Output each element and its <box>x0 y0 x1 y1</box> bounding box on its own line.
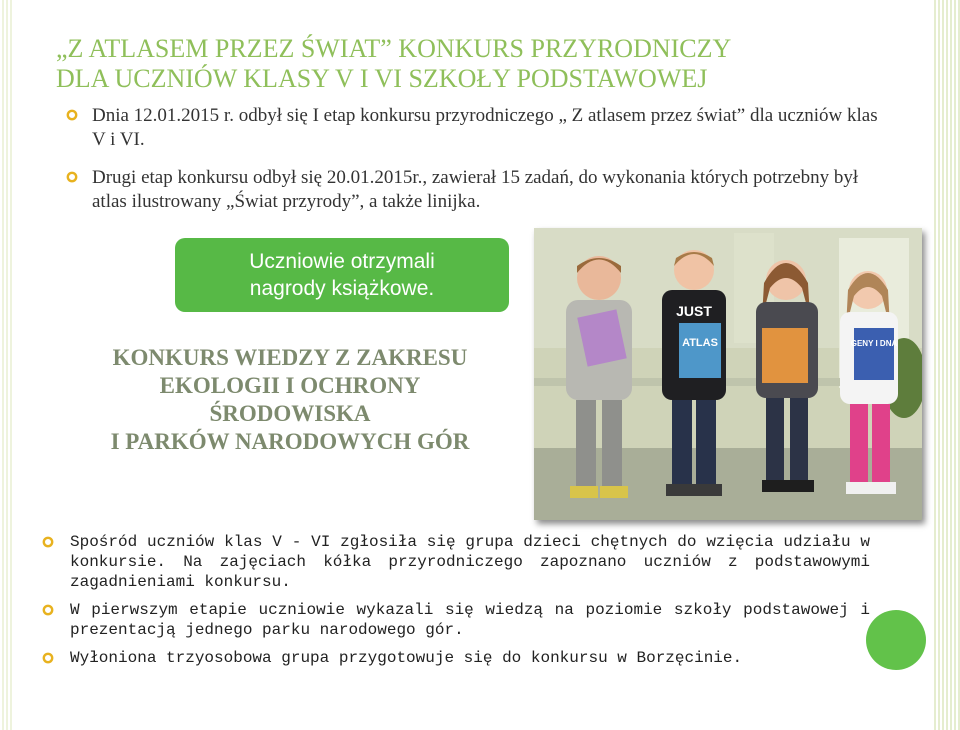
list-item <box>66 104 886 152</box>
top-bullet-list <box>66 104 886 228</box>
list-item <box>42 600 870 640</box>
right-decorative-stripe <box>932 0 960 730</box>
ring-bullet-icon <box>42 536 54 548</box>
book-atlas-title: ATLAS <box>682 337 718 349</box>
prize-callout-line-2: nagrody książkowe. <box>249 277 435 300</box>
contest-heading-line-2: EKOLOGII I OCHRONY <box>159 373 421 398</box>
list-item <box>42 648 870 668</box>
slide-title-line-2: DLA UCZNIÓW KLASY V I VI SZKOŁY PODSTAWOWEJ <box>56 64 708 93</box>
contest-heading-line-4: I PARKÓW NARODOWYCH GÓR <box>110 429 470 454</box>
ring-bullet-icon <box>42 604 54 616</box>
prize-callout-box <box>175 238 509 312</box>
prize-callout-line-1: Uczniowie otrzymali <box>249 250 435 273</box>
contest-heading-line-3: ŚRODOWISKA <box>209 401 371 426</box>
list-item <box>66 166 886 214</box>
list-item-text: W pierwszym etapie uczniowie wykazali się wiedzą na poziomie szkoły podstawowej i prezentacją jednego parku narodowego gór. <box>70 601 870 639</box>
decorative-green-circle <box>866 610 926 670</box>
list-item-text: Drugi etap konkursu odbył się 20.01.2015r., zawierał 15 zadań, do wykonania których potrzebny był atlas ilustrowany „Świat przyrody”, a także linijka. <box>92 167 859 212</box>
list-item-text: Wyłoniona trzyosobowa grupa przygotowuje się do konkursu w Borzęcinie. <box>70 649 743 667</box>
ring-bullet-icon <box>66 109 78 121</box>
ring-bullet-icon <box>66 171 78 183</box>
list-item <box>42 532 870 592</box>
ring-bullet-icon <box>42 652 54 664</box>
students-photo <box>534 228 922 520</box>
contest-heading <box>40 344 540 456</box>
list-item-text: Spośród uczniów klas V - VI zgłosiła się grupa dzieci chętnych do wzięcia udziału w konkursie. Na zajęciach kółka przyrodniczego zapoznano uczniów z podstawowymi zagadnieniami konkursu. <box>70 533 870 591</box>
bottom-bullet-list <box>42 532 870 676</box>
list-item-text: Dnia 12.01.2015 r. odbył się I etap konkursu przyrodniczego „ Z atlasem przez świat” dla uczniów klas V i VI. <box>92 105 878 150</box>
slide-title-line-1: „Z ATLASEM PRZEZ ŚWIAT” KONKURS PRZYRODNICZY <box>56 34 732 63</box>
slide-title <box>56 34 856 94</box>
left-decorative-stripe <box>0 0 14 730</box>
shirt-print-text: JUST <box>676 303 712 319</box>
book-genes-title: GENY I DNA <box>850 339 898 348</box>
contest-heading-line-1: KONKURS WIEDZY Z ZAKRESU <box>112 345 468 370</box>
